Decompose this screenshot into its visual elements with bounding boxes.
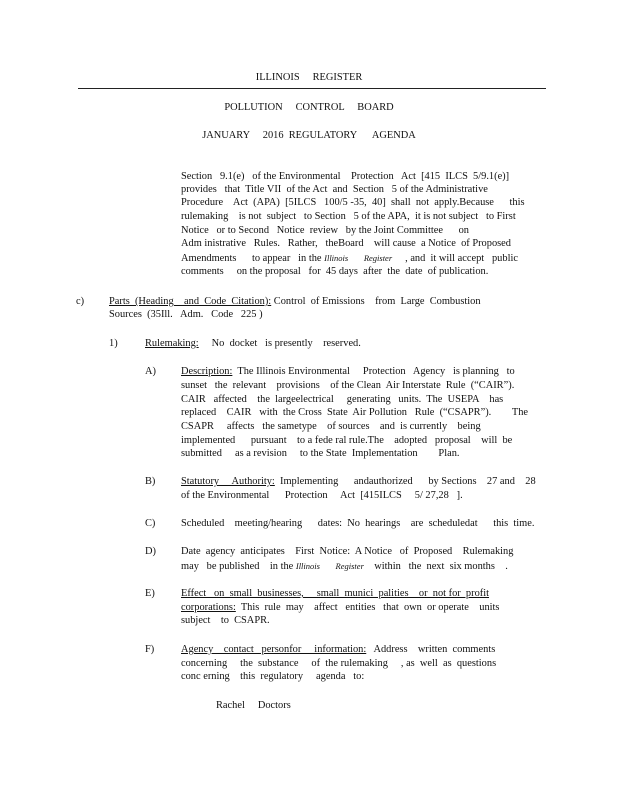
intro-line: rulemaking is not subject to Section 5 of the APA, it is not subject to First <box>181 211 516 222</box>
intro-line: Procedure Act (APA) [5ILCS 100/5 -35, 40] shall not apply.Because this <box>181 197 525 208</box>
intro-line: provides that Title VII of the Act and Section 5 of the Administrative <box>181 184 488 195</box>
item-a-marker: A) <box>145 366 156 377</box>
small-business-line: subject to CSAPR. <box>181 615 270 626</box>
intro-line: Notice or to Second Notice review by the Joint Committee on <box>181 225 469 236</box>
description-line: implemented pursuant to a fede ral rule.The adopted proposal will be <box>181 435 513 446</box>
intro-line-register: Amendments to appear in the Illinois Register , and it will accept public <box>181 253 518 264</box>
agency-contact-line: conc erning this regulatory agenda to: <box>181 671 365 682</box>
header-rule <box>78 88 546 89</box>
item-d-marker: D) <box>145 546 156 557</box>
item-c-marker: C) <box>145 518 156 529</box>
agency-contact-line: Agency contact personfor information: Address written comments <box>181 644 496 655</box>
item-e-marker: E) <box>145 588 155 599</box>
item-1-marker: 1) <box>109 338 118 349</box>
agency-contact-line: concerning the substance of the rulemaking , as well as questions <box>181 658 497 669</box>
rulemaking-line: Rulemaking: No docket is presently reserved. <box>145 338 361 349</box>
board-title: POLLUTION CONTROL BOARD <box>224 102 394 113</box>
intro-line: comments on the proposal for 45 days after the date of publication. <box>181 266 489 277</box>
section-c-title-line2: Sources (35Ill. Adm. Code 225 ) <box>109 309 263 320</box>
statutory-authority-line: of the Environmental Protection Act [415ILCS 5/ 27,28 ]. <box>181 490 463 501</box>
description-line: replaced CAIR with the Cross State Air Pollution Rule (“CSAPR”). The <box>181 407 528 418</box>
statutory-authority-line: Statutory Authority: Implementing andauthorized by Sections 27 and 28 <box>181 476 536 487</box>
item-b-marker: B) <box>145 476 156 487</box>
section-c-title: Parts (Heading and Code Citation): Control of Emissions from Large Combustion <box>109 296 481 307</box>
first-notice-line: may be published in the Illinois Register within the next six months . <box>181 561 508 572</box>
description-line: Description: The Illinois Environmental Protection Agency is planning to <box>181 366 515 377</box>
intro-line: Adm inistrative Rules. Rather, theBoard will cause a Notice of Proposed <box>181 238 511 249</box>
item-f-marker: F) <box>145 644 155 655</box>
agenda-title: JANUARY 2016 REGULATORY AGENDA <box>202 130 416 141</box>
first-notice-line: Date agency anticipates First Notice: A Notice of Proposed Rulemaking <box>181 546 514 557</box>
description-line: CSAPR affects the sametype of sources and is currently being <box>181 421 481 432</box>
intro-line: Section 9.1(e) of the Environmental Protection Act [415 ILCS 5/9.1(e)] <box>181 171 510 182</box>
small-business-line: corporations: This rule may affect entities that own or operate units <box>181 602 500 613</box>
contact-name: Rachel Doctors <box>216 700 291 711</box>
description-line: CAIR affected the largeelectrical generating units. The USEPA has <box>181 394 504 405</box>
small-business-line: Effect on small businesses, small munici palities or not for profit <box>181 588 490 599</box>
register-title: ILLINOIS REGISTER <box>255 72 363 83</box>
description-line: submitted as a revision to the State Implementation Plan. <box>181 448 460 459</box>
section-c-marker: c) <box>76 296 85 307</box>
description-line: sunset the relevant provisions of the Clean Air Interstate Rule (“CAIR”). <box>181 380 515 391</box>
scheduled-meeting-line: Scheduled meeting/hearing dates: No hearings are scheduledat this time. <box>181 518 535 529</box>
